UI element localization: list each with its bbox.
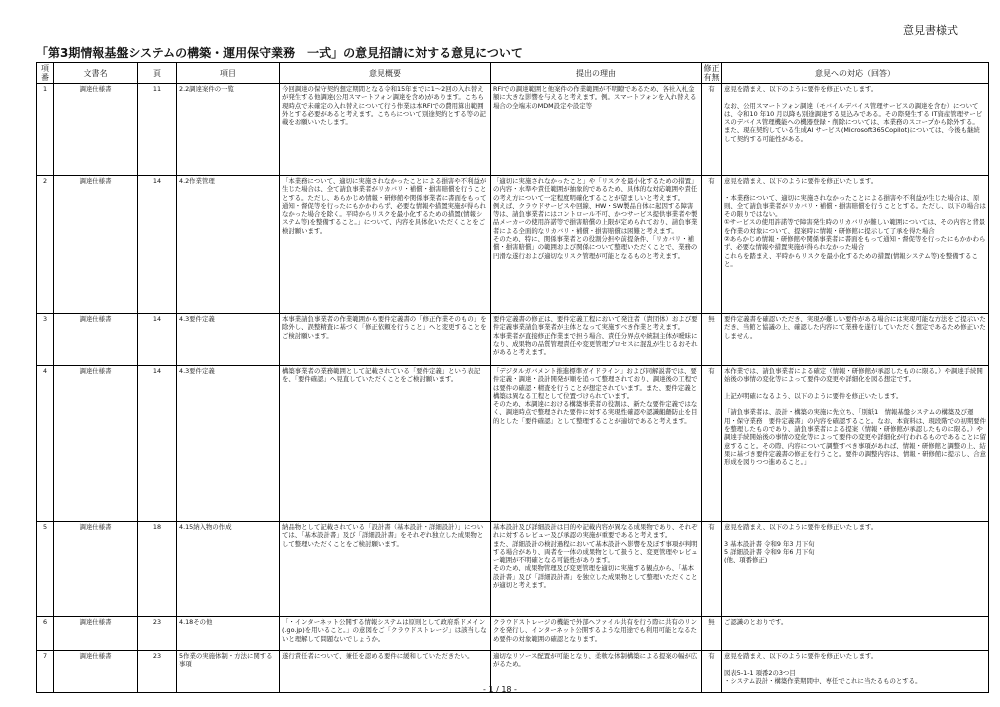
row-page: 18 (138, 522, 177, 617)
row-summary: 本事業請負事業者の作業範囲から要件定義書の「修正作業そのもの」を除外し、誤整精査に基づく「修正依頼を行うこと」へと変更することをご検討願います。 (280, 314, 491, 366)
row-item: 4.3要件定義 (177, 314, 280, 366)
row-doc: 調達仕様書 (54, 84, 138, 176)
row-summary: 今回調達の保守契約想定期間となる令和15年までに1～2回の入れ替えが発生する他調達(公用スマートフォン調達を含め)があります。こちら現時点で未確定の入れ替えについて行う作業は本RFIでの費用算出範囲外とする必要があると考えます。こちらについて別途契約とする等の記載をお願いいたします。 (280, 84, 491, 176)
row-page: 11 (138, 84, 177, 176)
form-stamp: 意見書様式 (903, 24, 958, 37)
row-doc: 調達仕様書 (54, 366, 138, 522)
table-row (37, 314, 989, 366)
row-reason: 適切なリソース配置が可能となり、柔軟な体制構築による提案の幅が広がるため。 (491, 651, 702, 693)
table-row (37, 522, 989, 617)
page-number: - 1 / 18 - (483, 685, 517, 694)
row-no: 6 (37, 617, 54, 651)
opinion-table (36, 62, 989, 693)
row-response: 意見を踏まえ、以下のように要件を修正いたします。 図表5-1-1 項番2の3つ目 ・システム設計・構築作業期間中、専任でこれに当たるものとする。 (722, 651, 989, 693)
row-summary: 「・インターネット公開する情報システムは原則として政府系ドメイン(.go.jp)を用いること。」の意図をご「クラウドストレージ」は該当しないと理解して問題ないでしょうか。 (280, 617, 491, 651)
row-response: ご認識のとおりです。 (722, 617, 989, 651)
row-no: 3 (37, 314, 54, 366)
col-header-response: 意見への対応（回答） (722, 63, 989, 84)
row-reason: 「デジタルガバメント推進標準ガイドライン」および同解説書では、要件定義・調達・設計開発が順を追って整理されており、調達後の工程では要件の確認・精査を行うことが想定されています。また、要件定義と構築は異なる工程として位置づけられています。 そのため、本調達における構築事業者の役割は、新たな要件定義ではなく、調達時点で整理された要件に対する実現性確認や認識齟齬防止を目的とした「要件確認」として整理することが適切であると考えます。 (491, 366, 702, 522)
row-page: 23 (138, 651, 177, 693)
row-doc: 調達仕様書 (54, 522, 138, 617)
row-item: 5作業の実施体制・方法に関する事項 (177, 651, 280, 693)
row-no: 1 (37, 84, 54, 176)
col-header-item: 項目 (177, 63, 280, 84)
row-response: 意見を踏まえ、以下のように要件を修正いたします。 ・本業務について、適切に実施されなかったことによる損害や不利益が生じた場合は、原則、全て請負事業者がリカバリ・補償・損害賠償を行うこととする。ただし、以下の場合はその限りではない。 ①サービスの使用許諾等で障害発生時のリカバリが難しい範囲については、その内容と背景を作業の対象について、提案時に情報・研修館に提示して了承を得た場合 ②あらかじめ情報・研修館や関係事業者に書面をもって通知・督促等を行ったにもかかわらず、必要な情報や措置実施が得られなかった場合 これらを踏まえ、平時からリスクを最小化するための措置(情報システム等)を整備すること。 (722, 176, 989, 314)
row-reason: 要件定義書の修正は、要件定義工程において発注者（貴団体）および要件定義事業請負事業者が主体となって実施すべき作業と考えます。 本事業者が直接修正作業まで担う場合、責任分界点や統制主体が曖昧になり、成果物の品質管理責任や変更管理プロセスに混乱が生じるおそれがあると考えます。 (491, 314, 702, 366)
row-flag: 有 (702, 366, 722, 522)
row-item: 4.15納入物の作成 (177, 522, 280, 617)
row-page: 14 (138, 366, 177, 522)
row-no: 4 (37, 366, 54, 522)
row-item: 4.18その他 (177, 617, 280, 651)
row-doc: 調達仕様書 (54, 314, 138, 366)
col-header-doc: 文書名 (54, 63, 138, 84)
col-header-no: 項番 (37, 63, 54, 84)
row-doc: 調達仕様書 (54, 651, 138, 693)
row-item: 4.3要件定義 (177, 366, 280, 522)
row-page: 14 (138, 176, 177, 314)
row-item: 2.2調達案件の一覧 (177, 84, 280, 176)
table-row (37, 84, 989, 176)
row-no: 5 (37, 522, 54, 617)
row-reason: 基本設計及び詳細設計は目的や記載内容が異なる成果物であり、それぞれに対するレビュー及び承認の実施が重要であると考えます。 また、詳細設計の検討過程において基本設計へ影響を及ぼす事項が判明する場合があり、両者を一体の成果物として扱うと、変更管理やレビュー範囲が不明確となる可能性があります。 そのため、成果物管理及び変更管理を適切に実施する観点から、「基本設計書」及び「詳細設計書」を独立した成果物として整理いただくことが適切と考えます。 (491, 522, 702, 617)
row-response: 意見を踏まえ、以下のように要件を修正いたします。 3 基本設計書 令和9 年3 月下旬 5 詳細設計書 令和9 年6 月下旬 (他、項番修正) (722, 522, 989, 617)
row-summary: 遂行責任者について、兼任を認める要件に緩和していただきたい。 (280, 651, 491, 693)
row-flag: 無 (702, 314, 722, 366)
row-flag: 有 (702, 84, 722, 176)
col-header-summary: 意見概要 (280, 63, 491, 84)
row-page: 14 (138, 314, 177, 366)
row-reason: クラウドストレージの機能で外部へファイル共有を行う際に共有のリンクを発行し、インターネット公開するような用途でも利用可能となるため要件の対象範囲の確認となります。 (491, 617, 702, 651)
row-doc: 調達仕様書 (54, 176, 138, 314)
table-header-row (37, 63, 989, 84)
table-row (37, 617, 989, 651)
row-summary: 「本業務について、適切に実施されなかったことによる損害や不利益が生じた場合は、全て請負事業者がリカバリ・補償・損害賠償を行うこととする。ただし、あらかじめ情報・研修館や関係事業者に書面をもって通知・督促等を行ったにもかかわらず、必要な情報や措置実施が得られなかった場合を除く。平時からリスクを最小化するための措置(情報システム等)を整備すること。」について、内容を具体化いただくことをご検討願います。 (280, 176, 491, 314)
row-flag: 有 (702, 522, 722, 617)
page-title: 「第3期情報基盤システムの構築・運用保守業務 一式」の意見招請に対する意見について (36, 46, 523, 60)
col-header-reason: 提出の理由 (491, 63, 702, 84)
row-flag: 有 (702, 176, 722, 314)
row-response: 意見を踏まえ、以下のように要件を修正いたします。 なお、公用スマートフォン調達（モバイルデバイス管理サービスの調達を含む）については、令和10 年10 月以降も別途調達する見込みである。その際発生する IT資産管理サービスのデバイス管理機能への機器登録・削除については、本業務のスコープから除外する。 また、現在契約している生成AI サービス(Microsoft365Copilot)については、今後も継続して契約する可能性がある。 (722, 84, 989, 176)
row-summary: 構築事業者の業務範囲として記載されている「要件定義」という表記を、「要件確認」へ見直していただくことをご検討願います。 (280, 366, 491, 522)
row-flag: 有 (702, 651, 722, 693)
row-response: 要件定義書を確認いただき、実現が難しい要件がある場合には実現可能な方法をご提示いただき、当館と協議の上、確認した内容にて業務を遂行していただく想定であるため修正いたしません。 (722, 314, 989, 366)
row-flag: 無 (702, 617, 722, 651)
row-summary: 納品物として記載されている「設計書（基本設計・詳細設計）」については、「基本設計書」及び「詳細設計書」をそれぞれ独立した成果物として整理いただくことをご検討願います。 (280, 522, 491, 617)
row-reason: 「適切に実施されなかったこと」や「リスクを最小化するための措置」の内容・水準や責任範囲が抽象的であるため、具体的な対応範囲や責任の考え方について一定程度明確化することが望ましいと考えます。 例えば、クラウドサービスや回線、HW・SW製品自体に起因する障害等は、請負事業者にはコントロール不可、かつサービス提供事業者や製品メーカーの使用許諾等で損害賠償の上限が定められており、請負事業者による全面的なリカバリ・補償・損害賠償は困難と考えます。 そのため、特に、関係事業者との役割分担や前提条件、「リカバリ・補償・損害賠償」の範囲および関係について整理いただくことで、業務の円滑な遂行および適切なリスク管理が可能となるものと考えます。 (491, 176, 702, 314)
row-doc: 調達仕様書 (54, 617, 138, 651)
table-row (37, 366, 989, 522)
row-reason: RFIでの調達範囲と他案件の作業範囲が不明瞭であるため、各社入札金額に大きな影響を与えると考えます。例。スマートフォンを入れ替える場合の全端末のMDM設定や設定等 (491, 84, 702, 176)
row-no: 2 (37, 176, 54, 314)
row-response: 本作業では、請負事業者による確定（情報・研修館が承認したものに限る。）や調達手続開始後の事情の変化等によって要件の変更や詳細化を図る想定です。 上記が明確になるよう、以下のように要件を修正いたします。 「請負事業者は、設計・構築の実施に先立ち、「別紙1 情報基盤システムの構築及び運用・保守業務 要件定義書」の内容を確認すること。なお、本資料は、現段階での初期要件を整理したものであり、請負事業者による提案（情報・研修館が承認したものに限る。）や調達手続開始後の事情の変化等によって要件の変更や詳細化が行われるものであることに留意すること。その際、内容について調整すべき事項があれば、情報・研修館と調整の上、結果に基づき要件定義書の修正を行うこと。要件の調整内容は、情報・研修館に提示し、合意形成を図りつつ進めること。」 (722, 366, 989, 522)
table-row (37, 176, 989, 314)
col-header-page: 頁 (138, 63, 177, 84)
row-page: 23 (138, 617, 177, 651)
row-no: 7 (37, 651, 54, 693)
col-header-flag: 修正有無 (703, 64, 720, 82)
row-item: 4.2作業管理 (177, 176, 280, 314)
